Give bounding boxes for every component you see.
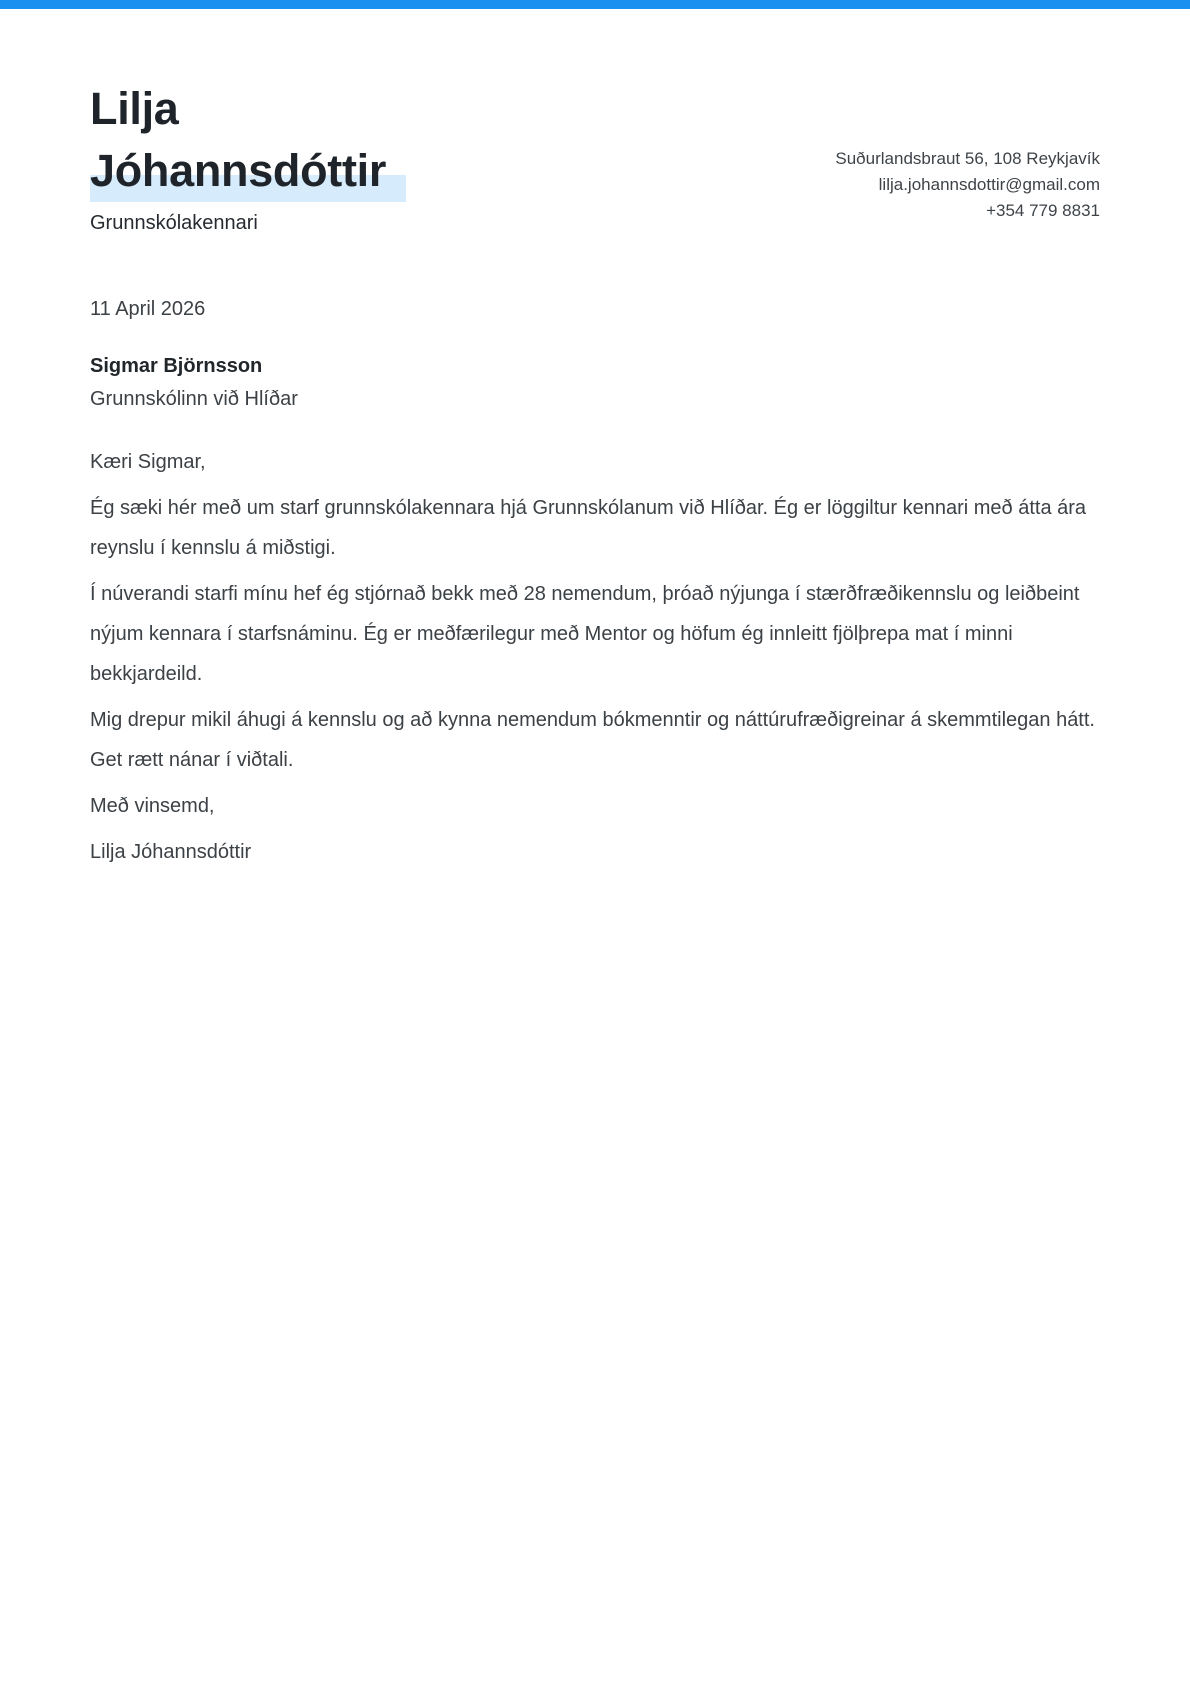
person-last-name-highlighted: Jóhannsdóttir [90, 140, 406, 202]
greeting: Kæri Sigmar, [90, 451, 206, 473]
paragraph-1: Ég sæki hér með um starf grunnskólakennara hjá Grunnskólanum við Hlíðar. Ég er löggiltur kennari með átta ára reynslu í kennslu á miðstigi. [90, 497, 1087, 559]
contact-email: lilja.johannsdottir@gmail.com [878, 175, 1100, 194]
letter-body [90, 442, 1100, 872]
recipient-organization: Grunnskólinn við Hlíðar [90, 388, 298, 410]
contact-phone: +354 779 8831 [986, 201, 1100, 220]
recipient-name: Sigmar Björnsson [90, 355, 263, 377]
closing: Með vinsemd, [90, 795, 215, 817]
letter-date: 11 April 2026 [90, 298, 206, 320]
signature: Lilja Jóhannsdóttir [90, 841, 252, 863]
contact-address: Suðurlandsbraut 56, 108 Reykjavík [835, 149, 1100, 168]
paragraph-2: Í núverandi starfi mínu hef ég stjórnað bekk með 28 nemendum, þróað nýjunga í stærðfræðikennslu og leiðbeint nýjum kennara í starfsnáminu. Ég er meðfærilegur með Mentor og höfum ég innleitt fjölþrepa mat í minni bekkjardeild. [90, 583, 1080, 685]
person-first-name: Lilja [90, 83, 179, 134]
paragraph-3: Mig drepur mikil áhugi á kennslu og að kynna nemendum bókmenntir og náttúrufræðigreinar á skemmtilegan hátt. Get rætt nánar í viðtali. [90, 709, 1095, 771]
contact-block [835, 146, 1100, 224]
accent-top-bar [0, 0, 1190, 9]
recipient-block [90, 350, 1100, 416]
job-title: Grunnskólakennari [90, 212, 258, 234]
